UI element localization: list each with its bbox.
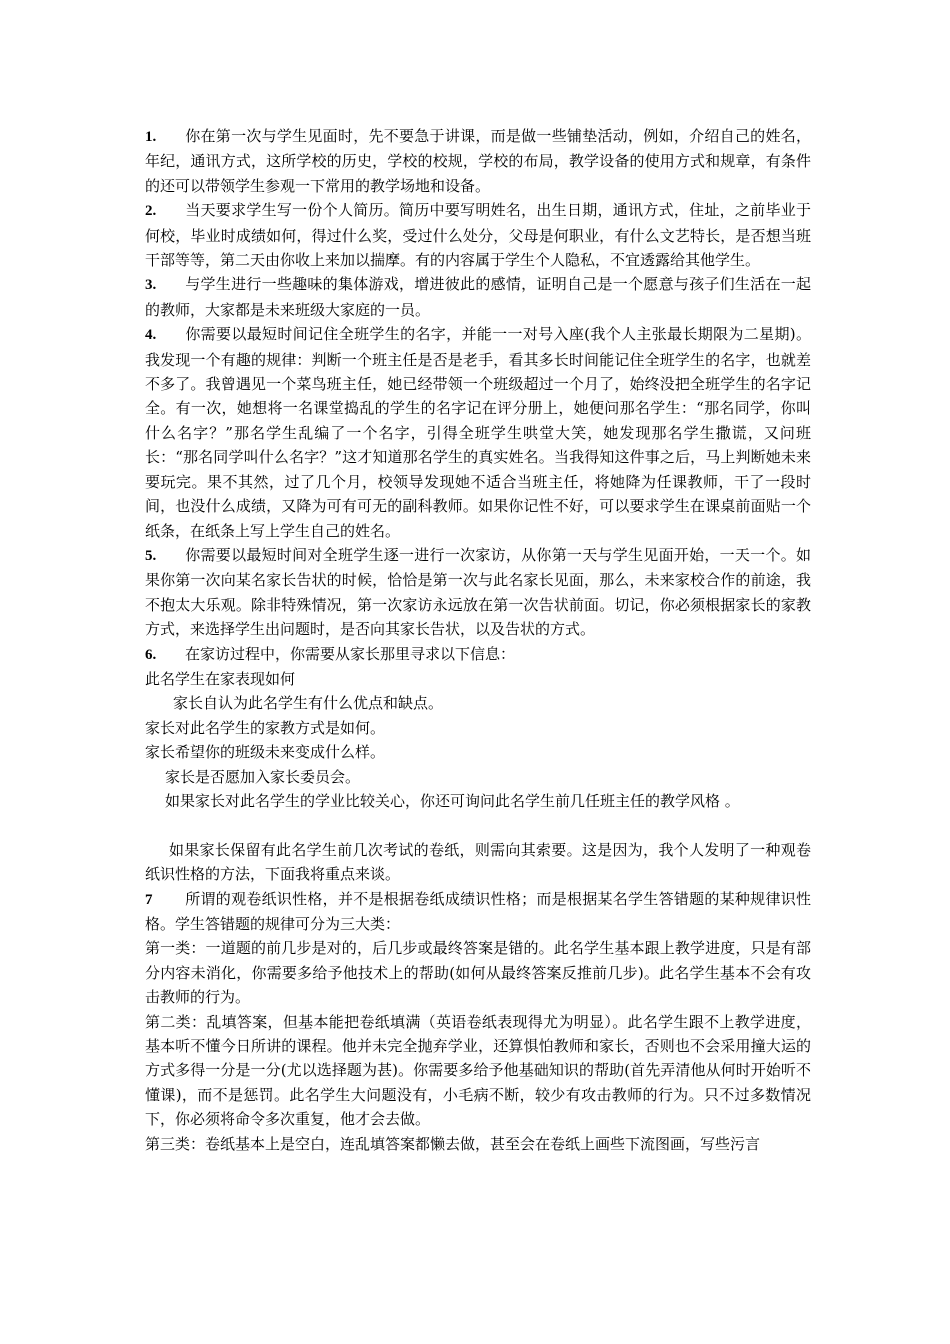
item-7	[145, 887, 811, 937]
item-number: 5.	[145, 547, 157, 564]
item-number: 2.	[145, 203, 157, 220]
paragraph-after-item-6: 如果家长保留有此名学生前几次考试的卷纸，则需向其索要。这是因为，我个人发明了一种观卷纸识性格的方法，下面我将重点来谈。	[145, 840, 811, 884]
document-page	[145, 124, 811, 1156]
sub-item: 家长是否愿加入家长委员会。	[165, 767, 361, 786]
sub-item: 家长对此名学生的家教方式是如何。	[145, 718, 386, 737]
item-number: 3.	[145, 277, 157, 294]
item-6	[145, 642, 811, 667]
item-5	[145, 543, 811, 642]
item-text: 当天要求学生写一份个人简历。简历中要写明姓名，出生日期，通讯方式，住址，之前毕业于何校，毕业时成绩如何，得过什么奖，受过什么处分，父母是何职业，有什么文艺特长，是否想当班干部等等，第二天由你收上来加以揣摩。有的内容属于学生个人隐私，不宜透露给其他学生。	[145, 201, 811, 270]
sub-item: 如果家长对此名学生的学业比较关心，你还可询问此名学生前几任班主任的教学风格 。	[165, 791, 740, 810]
item-text: 你在第一次与学生见面时，先不要急于讲课，而是做一些铺垫活动，例如，介绍自己的姓名，年纪，通讯方式，这所学校的历史，学校的校规，学校的布局，教学设备的使用方式和规章，有条件的还可以带领学生参观一下常用的教学场地和设备。	[145, 127, 811, 195]
item-4	[145, 322, 811, 543]
item-number: 1.	[145, 129, 157, 145]
category-3: 第三类：卷纸基本上是空白，连乱填答案都懒去做，甚至会在卷纸上画些下流图画，写些污言	[145, 1134, 761, 1153]
item-number: 4.	[145, 327, 157, 344]
category-1: 第一类：一道题的前几步是对的，后几步或最终答案是错的。此名学生基本跟上教学进度，只是有部分内容未消化，你需要多给予他技术上的帮助(如何从最终答案反推前几步)。此名学生基本不会有攻击教师的行为。	[145, 939, 811, 1007]
item-2	[145, 198, 811, 272]
item-text: 你需要以最短时间对全班学生逐一进行一次家访，从你第一天与学生见面开始，一天一个。如果你第一次向某名家长告状的时候，恰恰是第一次与此名家长见面，那么，未来家校合作的前途，我不抱太大乐观。除非特殊情况，第一次家访永远放在第一次告状前面。切记，你必须根据家长的家教方式，来选择学生出问题时，是否向其家长告状，以及告状的方式。	[145, 545, 811, 639]
item-number: 6.	[145, 646, 157, 663]
blank-line	[145, 813, 811, 837]
item-number: 7	[145, 891, 153, 908]
item-1	[145, 124, 811, 198]
item-3	[145, 272, 811, 322]
sub-item: 此名学生在家表现如何	[145, 669, 296, 688]
item-text: 与学生进行一些趣味的集体游戏，增进彼此的感情，证明自己是一个愿意与孩子们生活在一起的教师，大家都是未来班级大家庭的一员。	[145, 275, 811, 319]
sub-item: 家长希望你的班级未来变成什么样。	[145, 743, 386, 762]
sub-item: 家长自认为此名学生有什么优点和缺点。	[173, 694, 444, 713]
category-2: 第二类：乱填答案，但基本能把卷纸填满（英语卷纸表现得尤为明显）。此名学生跟不上教学进度，基本听不懂今日所讲的课程。他并未完全抛弃学业，还算惧怕教师和家长，否则也不会采用撞大运的方式多得一分是一分(尤以选择题为甚)。你需要多给予他基础知识的帮助(首先弄清他从何时开始听不懂课)，而不是惩罚。此名学生大问题没有，小毛病不断，较少有攻击教师的行为。只不过多数情况下，你必须将命令多次重复，他才会去做。	[145, 1012, 811, 1129]
item-text: 你需要以最短时间记住全班学生的名字，并能一一对号入座(我个人主张最长期限为二星期)。我发现一个有趣的规律：判断一个班主任是否是老手，看其多长时间能记住全班学生的名字，也就差不多了。我曾遇见一个菜鸟班主任，她已经带领一个班级超过一个月了，始终没把全班学生的名字记全。有一次，她想将一名课堂捣乱的学生的名字记在评分册上，她便问那名学生：“那名同学，你叫什么名字？”那名学生乱编了一个名字，引得全班学生哄堂大笑，她发现那名学生撒谎，又问班长：“那名同学叫什么名字？”这才知道那名学生的真实姓名。当我得知这件事之后，马上判断她未来要玩完。果不其然，过了几个月，校领导发现她不适合当班主任，将她降为任课教师，干了一段时间，也没什么成绩，又降为可有可无的副科教师。如果你记性不好，可以要求学生在课桌前面贴一个纸条，在纸条上写上学生自己的姓名。	[145, 325, 811, 540]
item-text: 在家访过程中，你需要从家长那里寻求以下信息：	[185, 644, 516, 663]
item-text: 所谓的观卷纸识性格，并不是根据卷纸成绩识性格；而是根据某名学生答错题的某种规律识性格。学生答错题的规律可分为三大类：	[145, 889, 811, 933]
